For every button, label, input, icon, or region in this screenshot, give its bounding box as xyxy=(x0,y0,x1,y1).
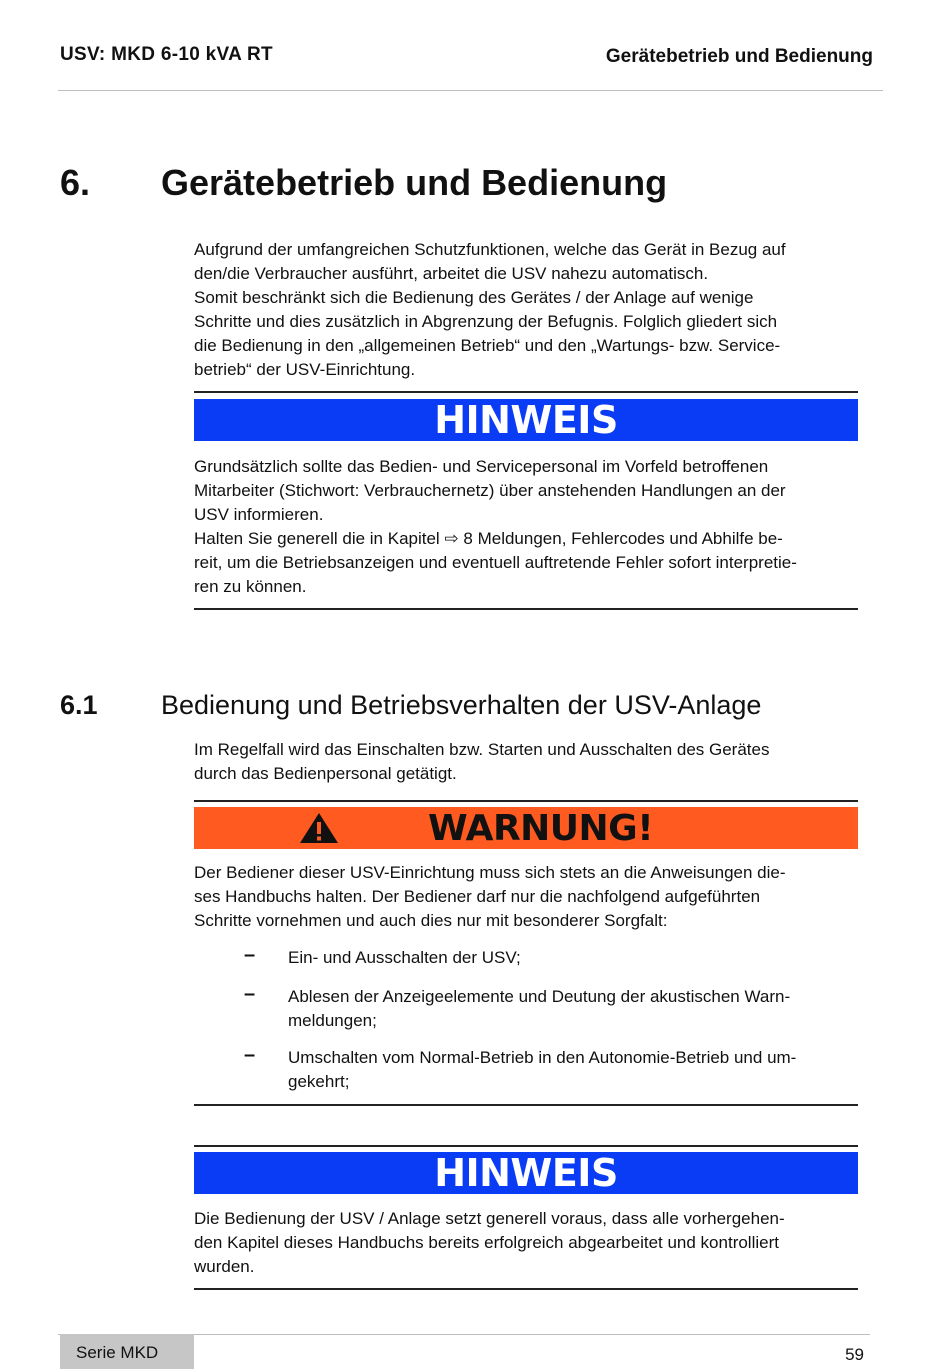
list-item: Umschalten vom Normal-Betrieb in den Autonomie-Betrieb und um- gekehrt; xyxy=(288,1048,797,1091)
notice2-bottom-rule xyxy=(194,1288,858,1290)
notice-top-rule xyxy=(194,391,858,393)
notice-text: Grundsätzlich sollte das Bedien- und Servicepersonal im Vorfeld betroffenen Mitarbeiter (Stichwort: Verbrauchernetz) über anstehenden Handlungen an der USV informieren. Halten Sie generell die in Kapitel ⇨ 8 Meldungen, Fehlercodes und Abhilfe be- reit, um die Betriebsanzeigen und eventuell auftretende Fehler sofort interpretie- ren zu können. xyxy=(194,457,797,596)
list-bullet: – xyxy=(244,944,256,966)
notice-bottom-rule xyxy=(194,608,858,610)
chapter-title: Gerätebetrieb und Bedienung xyxy=(161,162,668,203)
header-divider xyxy=(58,90,883,91)
section-intro: Im Regelfall wird das Einschalten bzw. Starten und Ausschalten des Gerätes durch das Bedienpersonal getätigt. xyxy=(194,740,770,783)
warning-label: WARNUNG! xyxy=(428,807,654,849)
notice-banner: HINWEIS xyxy=(194,399,858,441)
notice2-banner: HINWEIS xyxy=(194,1152,858,1194)
list-item: Ein- und Ausschalten der USV; xyxy=(288,948,521,967)
warning-triangle-icon xyxy=(298,811,340,845)
list-item: Ablesen der Anzeigeelemente und Deutung der akustischen Warn- meldungen; xyxy=(288,987,791,1030)
page-number: 59 xyxy=(845,1345,864,1364)
footer-series: Serie MKD xyxy=(76,1343,159,1362)
notice2-top-rule xyxy=(194,1145,858,1147)
header-chapter-title: Gerätebetrieb und Bedienung xyxy=(605,46,873,67)
warning-top-rule xyxy=(194,800,858,802)
warning-banner xyxy=(194,807,858,849)
section-title: Bedienung und Betriebsverhalten der USV-Anlage xyxy=(161,690,762,720)
chapter-number: 6. xyxy=(60,162,91,203)
header-document-title: USV: MKD 6-10 kVA RT xyxy=(60,44,273,65)
list-bullet: – xyxy=(244,983,256,1005)
chapter-intro: Aufgrund der umfangreichen Schutzfunktionen, welche das Gerät in Bezug auf den/die Verbraucher ausführt, arbeitet die USV nahezu automatisch. Somit beschränkt sich die Bedienung des Gerätes / der Anlage auf wenige Schritte und dies zusätzlich in Abgrenzung der Befugnis. Folglich gliedert sich die Bedienung in den „allgemeinen Betrieb“ und den „Wartungs- bzw. Service- betrieb“ der USV-Einrichtung. xyxy=(194,240,786,379)
warning-bottom-rule xyxy=(194,1104,858,1106)
list-bullet: – xyxy=(244,1044,256,1066)
section-number: 6.1 xyxy=(60,690,98,720)
notice2-text: Die Bedienung der USV / Anlage setzt generell voraus, dass alle vorhergehen- den Kapitel dieses Handbuchs bereits erfolgreich abgearbeitet und kontrolliert wurden. xyxy=(194,1209,785,1276)
warning-text: Der Bediener dieser USV-Einrichtung muss sich stets an die Anweisungen die- ses Handbuchs halten. Der Bediener darf nur die nachfolgend aufgeführten Schritte vornehmen und auch dies nur mit besonderer Sorgfalt: xyxy=(194,863,786,930)
